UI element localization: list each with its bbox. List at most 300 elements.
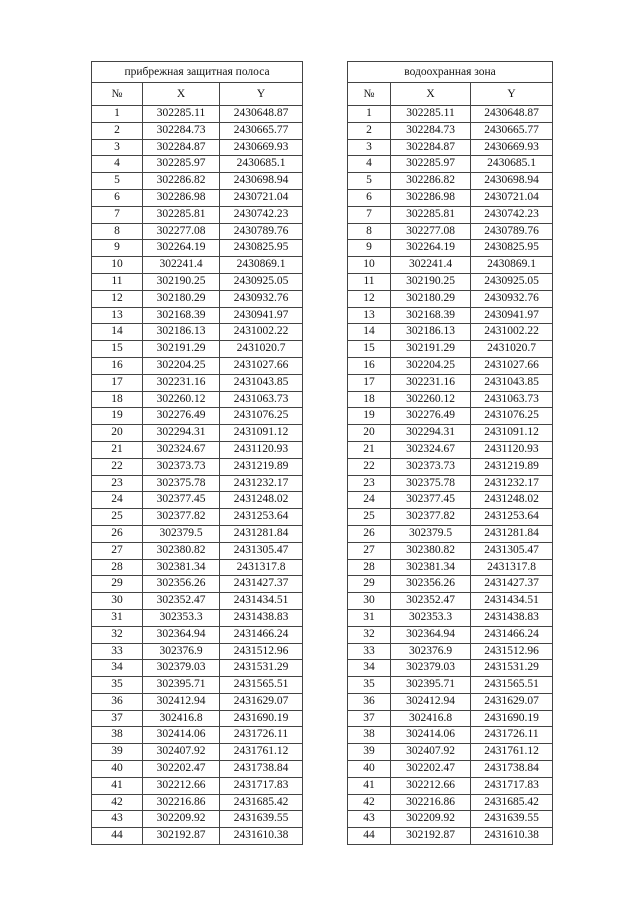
cell-y: 2430721.04 [220, 189, 303, 206]
cell-y: 2430685.1 [220, 156, 303, 173]
table-row [92, 290, 303, 307]
table-row [92, 693, 303, 710]
cell-y: 2431761.12 [471, 744, 553, 761]
cell-number: 3 [348, 139, 391, 156]
cell-number: 42 [348, 794, 391, 811]
water-protection-zone-table [347, 61, 553, 845]
cell-x: 302380.82 [391, 542, 471, 559]
cell-x: 302204.25 [391, 357, 471, 374]
cell-number: 41 [348, 777, 391, 794]
cell-y: 2431248.02 [471, 492, 553, 509]
cell-y: 2430721.04 [471, 189, 553, 206]
cell-x: 302180.29 [391, 290, 471, 307]
cell-y: 2431639.55 [471, 811, 553, 828]
cell-y: 2431512.96 [220, 643, 303, 660]
cell-y: 2431434.51 [471, 593, 553, 610]
cell-y: 2431726.11 [471, 727, 553, 744]
cell-y: 2431305.47 [471, 542, 553, 559]
cell-number: 43 [348, 811, 391, 828]
cell-y: 2430742.23 [471, 206, 553, 223]
table-row [92, 425, 303, 442]
cell-y: 2431685.42 [220, 794, 303, 811]
table-row [92, 341, 303, 358]
cell-x: 302395.71 [143, 677, 220, 694]
cell-y: 2431629.07 [220, 693, 303, 710]
cell-y: 2430685.1 [471, 156, 553, 173]
cell-x: 302407.92 [391, 744, 471, 761]
table-row [92, 525, 303, 542]
cell-y: 2431120.93 [471, 441, 553, 458]
table-row [348, 290, 553, 307]
cell-x: 302286.82 [143, 173, 220, 190]
cell-number: 28 [348, 559, 391, 576]
cell-x: 302285.97 [143, 156, 220, 173]
cell-number: 21 [92, 441, 143, 458]
table-row [348, 139, 553, 156]
cell-y: 2430941.97 [220, 307, 303, 324]
cell-y: 2431427.37 [220, 576, 303, 593]
cell-number: 32 [92, 626, 143, 643]
cell-y: 2431565.51 [471, 677, 553, 694]
cell-x: 302190.25 [391, 273, 471, 290]
cell-y: 2430925.05 [220, 273, 303, 290]
cell-y: 2431738.84 [220, 761, 303, 778]
table-row [92, 660, 303, 677]
coastal-protection-strip-table [91, 61, 303, 845]
table-row [348, 593, 553, 610]
cell-y: 2430925.05 [471, 273, 553, 290]
cell-y: 2431685.42 [471, 794, 553, 811]
cell-number: 24 [92, 492, 143, 509]
cell-number: 34 [92, 660, 143, 677]
cell-number: 13 [348, 307, 391, 324]
cell-number: 15 [348, 341, 391, 358]
cell-x: 302286.82 [391, 173, 471, 190]
table-row [92, 106, 303, 123]
cell-x: 302241.4 [391, 257, 471, 274]
cell-x: 302353.3 [143, 609, 220, 626]
cell-number: 39 [348, 744, 391, 761]
cell-x: 302353.3 [391, 609, 471, 626]
table-row [92, 710, 303, 727]
cell-y: 2431466.24 [220, 626, 303, 643]
cell-number: 32 [348, 626, 391, 643]
cell-y: 2431438.83 [220, 609, 303, 626]
table-row [92, 173, 303, 190]
table-row [348, 475, 553, 492]
cell-x: 302191.29 [391, 341, 471, 358]
cell-number: 15 [92, 341, 143, 358]
cell-number: 37 [348, 710, 391, 727]
cell-x: 302379.03 [143, 660, 220, 677]
cell-x: 302180.29 [143, 290, 220, 307]
cell-x: 302294.31 [143, 425, 220, 442]
cell-y: 2430698.94 [220, 173, 303, 190]
cell-number: 16 [348, 357, 391, 374]
cell-y: 2430669.93 [471, 139, 553, 156]
table-row [348, 761, 553, 778]
cell-x: 302379.5 [391, 525, 471, 542]
cell-number: 44 [92, 828, 143, 845]
cell-y: 2431717.83 [220, 777, 303, 794]
cell-x: 302209.92 [143, 811, 220, 828]
cell-x: 302412.94 [391, 693, 471, 710]
cell-number: 25 [348, 509, 391, 526]
cell-y: 2431466.24 [471, 626, 553, 643]
cell-number: 24 [348, 492, 391, 509]
table-row [92, 576, 303, 593]
cell-x: 302352.47 [143, 593, 220, 610]
cell-x: 302204.25 [143, 357, 220, 374]
cell-y: 2431610.38 [220, 828, 303, 845]
table-row [348, 794, 553, 811]
cell-number: 2 [92, 122, 143, 139]
cell-number: 18 [348, 391, 391, 408]
cell-number: 40 [92, 761, 143, 778]
cell-y: 2431690.19 [220, 710, 303, 727]
cell-x: 302377.45 [143, 492, 220, 509]
cell-number: 2 [348, 122, 391, 139]
cell-x: 302414.06 [143, 727, 220, 744]
table-row [348, 341, 553, 358]
table-row [348, 744, 553, 761]
column-header-x: X [143, 83, 220, 106]
cell-number: 14 [348, 324, 391, 341]
cell-x: 302241.4 [143, 257, 220, 274]
table-row [92, 391, 303, 408]
table-row [92, 189, 303, 206]
cell-number: 6 [348, 189, 391, 206]
cell-number: 34 [348, 660, 391, 677]
table-row [348, 273, 553, 290]
cell-x: 302209.92 [391, 811, 471, 828]
table-row [348, 408, 553, 425]
cell-x: 302277.08 [143, 223, 220, 240]
cell-y: 2431639.55 [220, 811, 303, 828]
cell-number: 1 [92, 106, 143, 123]
cell-x: 302284.87 [143, 139, 220, 156]
table-row [348, 206, 553, 223]
cell-y: 2430648.87 [471, 106, 553, 123]
cell-y: 2431629.07 [471, 693, 553, 710]
table-row [92, 626, 303, 643]
cell-number: 38 [348, 727, 391, 744]
cell-y: 2431232.17 [220, 475, 303, 492]
column-header-y: Y [471, 83, 553, 106]
table-row [348, 509, 553, 526]
cell-number: 20 [348, 425, 391, 442]
table-row [92, 744, 303, 761]
cell-number: 4 [348, 156, 391, 173]
cell-number: 17 [348, 374, 391, 391]
cell-number: 43 [92, 811, 143, 828]
cell-y: 2431726.11 [220, 727, 303, 744]
cell-number: 26 [92, 525, 143, 542]
cell-number: 5 [348, 173, 391, 190]
cell-y: 2431317.8 [471, 559, 553, 576]
cell-x: 302376.9 [391, 643, 471, 660]
table-row [92, 559, 303, 576]
cell-x: 302285.81 [143, 206, 220, 223]
cell-number: 12 [92, 290, 143, 307]
table-row [92, 307, 303, 324]
cell-y: 2431002.22 [471, 324, 553, 341]
cell-x: 302379.03 [391, 660, 471, 677]
cell-y: 2430789.76 [220, 223, 303, 240]
cell-number: 23 [348, 475, 391, 492]
cell-y: 2430698.94 [471, 173, 553, 190]
table-row [92, 273, 303, 290]
cell-number: 10 [92, 257, 143, 274]
cell-x: 302191.29 [143, 341, 220, 358]
cell-number: 14 [92, 324, 143, 341]
cell-number: 30 [92, 593, 143, 610]
table-row [348, 727, 553, 744]
cell-y: 2431738.84 [471, 761, 553, 778]
cell-number: 16 [92, 357, 143, 374]
cell-y: 2431063.73 [220, 391, 303, 408]
table-row [348, 223, 553, 240]
cell-y: 2431427.37 [471, 576, 553, 593]
cell-x: 302356.26 [143, 576, 220, 593]
cell-x: 302412.94 [143, 693, 220, 710]
cell-y: 2431512.96 [471, 643, 553, 660]
cell-number: 42 [92, 794, 143, 811]
cell-y: 2431281.84 [471, 525, 553, 542]
cell-x: 302231.16 [143, 374, 220, 391]
cell-number: 23 [92, 475, 143, 492]
cell-number: 9 [92, 240, 143, 257]
cell-number: 30 [348, 593, 391, 610]
table-row [92, 357, 303, 374]
cell-number: 18 [92, 391, 143, 408]
table-row [348, 324, 553, 341]
cell-x: 302416.8 [143, 710, 220, 727]
cell-number: 7 [92, 206, 143, 223]
cell-x: 302212.66 [143, 777, 220, 794]
cell-y: 2430742.23 [220, 206, 303, 223]
cell-number: 19 [348, 408, 391, 425]
cell-x: 302379.5 [143, 525, 220, 542]
table-row [92, 677, 303, 694]
cell-x: 302260.12 [143, 391, 220, 408]
cell-x: 302216.86 [143, 794, 220, 811]
cell-number: 28 [92, 559, 143, 576]
cell-y: 2431020.7 [220, 341, 303, 358]
cell-x: 302202.47 [143, 761, 220, 778]
table-row [92, 223, 303, 240]
cell-number: 6 [92, 189, 143, 206]
cell-y: 2430669.93 [220, 139, 303, 156]
table-row [348, 492, 553, 509]
table-row [92, 727, 303, 744]
cell-number: 21 [348, 441, 391, 458]
cell-y: 2431761.12 [220, 744, 303, 761]
cell-x: 302324.67 [143, 441, 220, 458]
table-row [348, 677, 553, 694]
table-row [92, 324, 303, 341]
cell-x: 302276.49 [143, 408, 220, 425]
cell-number: 8 [92, 223, 143, 240]
cell-number: 27 [348, 542, 391, 559]
table-row [92, 374, 303, 391]
cell-y: 2431091.12 [471, 425, 553, 442]
cell-x: 302186.13 [391, 324, 471, 341]
table-row [348, 425, 553, 442]
cell-x: 302381.34 [391, 559, 471, 576]
table-row [348, 240, 553, 257]
cell-x: 302373.73 [143, 458, 220, 475]
cell-y: 2431253.64 [220, 509, 303, 526]
cell-number: 17 [92, 374, 143, 391]
cell-y: 2431690.19 [471, 710, 553, 727]
cell-y: 2431281.84 [220, 525, 303, 542]
table-row [348, 156, 553, 173]
cell-number: 39 [92, 744, 143, 761]
table-row [348, 357, 553, 374]
cell-x: 302364.94 [391, 626, 471, 643]
table-row [348, 189, 553, 206]
cell-x: 302377.82 [391, 509, 471, 526]
cell-y: 2431076.25 [471, 408, 553, 425]
cell-number: 36 [348, 693, 391, 710]
cell-y: 2430932.76 [220, 290, 303, 307]
cell-number: 25 [92, 509, 143, 526]
table-row [92, 441, 303, 458]
cell-number: 26 [348, 525, 391, 542]
cell-number: 31 [92, 609, 143, 626]
cell-y: 2431232.17 [471, 475, 553, 492]
table-row [92, 643, 303, 660]
cell-x: 302352.47 [391, 593, 471, 610]
table-row [92, 206, 303, 223]
cell-number: 40 [348, 761, 391, 778]
table-row [348, 626, 553, 643]
cell-y: 2431317.8 [220, 559, 303, 576]
table-row [92, 609, 303, 626]
table-row [348, 391, 553, 408]
table-row [348, 576, 553, 593]
cell-x: 302264.19 [143, 240, 220, 257]
cell-number: 44 [348, 828, 391, 845]
cell-x: 302416.8 [391, 710, 471, 727]
cell-y: 2431438.83 [471, 609, 553, 626]
cell-y: 2430941.97 [471, 307, 553, 324]
table-title: прибрежная защитная полоса [92, 62, 303, 83]
cell-y: 2431531.29 [220, 660, 303, 677]
cell-y: 2431091.12 [220, 425, 303, 442]
cell-number: 19 [92, 408, 143, 425]
cell-x: 302294.31 [391, 425, 471, 442]
cell-number: 7 [348, 206, 391, 223]
cell-x: 302168.39 [143, 307, 220, 324]
cell-y: 2430665.77 [220, 122, 303, 139]
cell-number: 5 [92, 173, 143, 190]
table-row [92, 593, 303, 610]
cell-x: 302284.87 [391, 139, 471, 156]
cell-x: 302414.06 [391, 727, 471, 744]
cell-x: 302168.39 [391, 307, 471, 324]
cell-y: 2431043.85 [220, 374, 303, 391]
cell-x: 302381.34 [143, 559, 220, 576]
table-row [92, 492, 303, 509]
cell-x: 302376.9 [143, 643, 220, 660]
cell-x: 302377.82 [143, 509, 220, 526]
cell-number: 22 [348, 458, 391, 475]
table-row [92, 257, 303, 274]
cell-y: 2431120.93 [220, 441, 303, 458]
table-row [348, 609, 553, 626]
column-header-y: Y [220, 83, 303, 106]
table-row [92, 794, 303, 811]
cell-x: 302192.87 [391, 828, 471, 845]
cell-number: 20 [92, 425, 143, 442]
table-row [92, 542, 303, 559]
cell-number: 1 [348, 106, 391, 123]
cell-number: 33 [92, 643, 143, 660]
cell-x: 302395.71 [391, 677, 471, 694]
table-row [348, 660, 553, 677]
cell-y: 2431027.66 [471, 357, 553, 374]
cell-x: 302286.98 [391, 189, 471, 206]
cell-y: 2430932.76 [471, 290, 553, 307]
cell-y: 2431434.51 [220, 593, 303, 610]
cell-y: 2431610.38 [471, 828, 553, 845]
cell-x: 302231.16 [391, 374, 471, 391]
cell-x: 302192.87 [143, 828, 220, 845]
table-row [348, 441, 553, 458]
cell-number: 4 [92, 156, 143, 173]
table-row [92, 761, 303, 778]
cell-x: 302186.13 [143, 324, 220, 341]
table-row [348, 374, 553, 391]
table-row [92, 509, 303, 526]
cell-y: 2431248.02 [220, 492, 303, 509]
cell-x: 302285.81 [391, 206, 471, 223]
cell-y: 2431020.7 [471, 341, 553, 358]
cell-y: 2431717.83 [471, 777, 553, 794]
cell-x: 302375.78 [143, 475, 220, 492]
cell-y: 2430825.95 [220, 240, 303, 257]
column-header-number: № [348, 83, 391, 106]
cell-number: 10 [348, 257, 391, 274]
cell-number: 33 [348, 643, 391, 660]
cell-y: 2431219.89 [220, 458, 303, 475]
table-row [348, 106, 553, 123]
table-row [348, 643, 553, 660]
cell-y: 2430869.1 [220, 257, 303, 274]
cell-number: 11 [348, 273, 391, 290]
cell-number: 9 [348, 240, 391, 257]
cell-y: 2430665.77 [471, 122, 553, 139]
cell-number: 31 [348, 609, 391, 626]
cell-x: 302276.49 [391, 408, 471, 425]
cell-x: 302324.67 [391, 441, 471, 458]
cell-number: 35 [348, 677, 391, 694]
cell-x: 302373.73 [391, 458, 471, 475]
cell-x: 302216.86 [391, 794, 471, 811]
cell-x: 302285.97 [391, 156, 471, 173]
table-row [348, 828, 553, 845]
table-row [348, 693, 553, 710]
table-row [348, 777, 553, 794]
cell-x: 302286.98 [143, 189, 220, 206]
cell-x: 302264.19 [391, 240, 471, 257]
cell-y: 2431063.73 [471, 391, 553, 408]
cell-number: 29 [348, 576, 391, 593]
cell-y: 2431219.89 [471, 458, 553, 475]
cell-x: 302407.92 [143, 744, 220, 761]
